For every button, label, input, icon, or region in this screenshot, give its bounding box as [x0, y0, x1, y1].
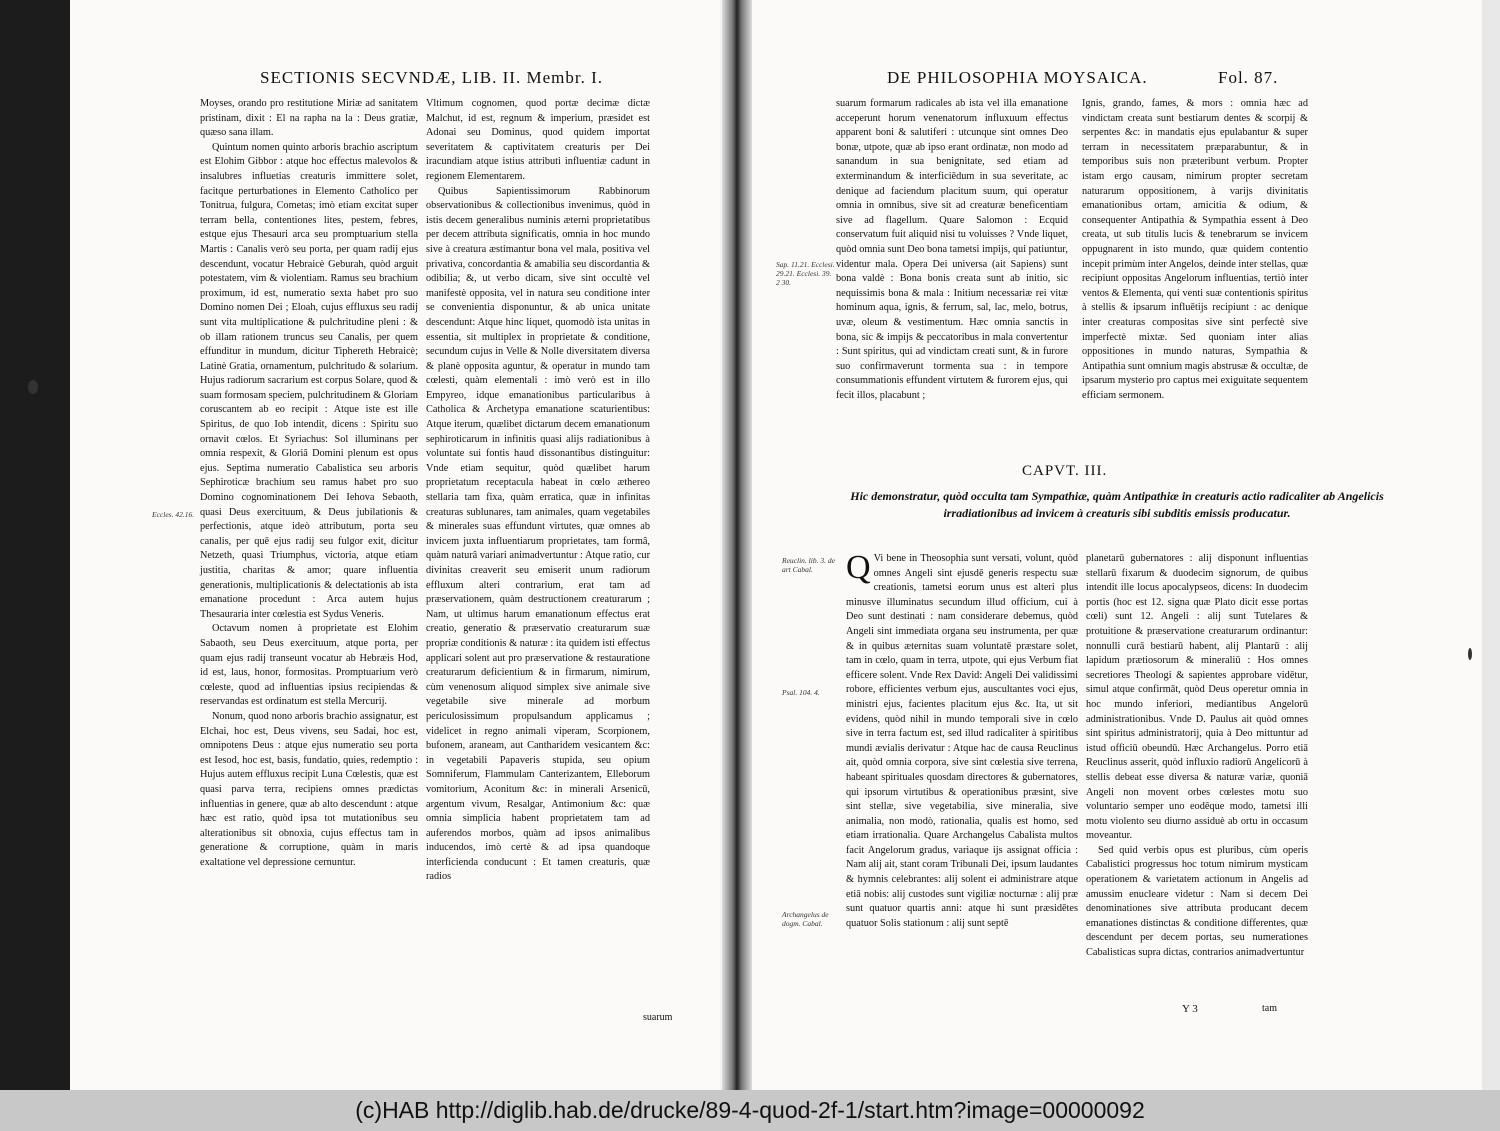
left-page [70, 0, 720, 1090]
scan-smudge [28, 380, 38, 394]
paragraph: Ignis, grando, fames, & mors : omnia hæc ad vindictam creata sunt bestiarum dentes & scorpij & serpentes &c: in mandatis ejus epulabantur & super terram in necessitatem præparabuntur, & in temporibus suis non præteribunt verbum. Propter istam ergo causam, nimirum propter secretam naturarum oppositionem, à varijs divinitatis emanationibus ortam, amicitia & odium, & consequenter Antipathia & Sympathia essent à Deo creata, ut sub titulis lucis & tenebrarum se invicem oppugnarent in isto mundo, quæ quidem contentio incepit primùm inter Angelos, deinde inter stellas, quæ recipiunt oppositas Angelorum influentias, tertiò inter ventos & Elementa, qui venti suæ contentionis spiritus à stellis & ipsarum influētijs recipiunt : ac denique inter creaturas compositas sive sint perfectè sive imperfectè mixtæ. Sed quoniam inter alias oppositiones in mundo naturas, Sympathia & Antipathia sunt omnium magis abstrusæ & occultæ, de ipsarum mysterio pro captus mei exiguitate sequentem efficiam sermonem. [1082, 98, 1308, 401]
copyright-footer: (c)HAB http://diglib.hab.de/drucke/89-4-quod-2f-1/start.htm?image=00000092 [0, 1090, 1500, 1131]
right-page [752, 0, 1482, 1090]
right-scan-edge [1482, 0, 1500, 1090]
chapter-summary: Hic demonstratur, quòd occulta tam Sympathiæ, quàm Antipathiæ in creaturis actio radicaliter ab Angelicis irradiationibus ad invicem à creaturis sibi subditis emissis producatur. [850, 489, 1384, 520]
catchword: suarum [643, 1012, 673, 1023]
book-gutter [722, 0, 752, 1090]
paragraph: Vi bene in Theosophia sunt versati, volunt, quòd omnes Angeli sint ejusdē generis respectu suæ creationis, tametsi eorum unus est alteri plus minusve illuminatus secundum illud officium, cui à Deo sunt destinati : nam considerare debemus, quòd Angeli sint immediata organa seu instrumenta, per quæ & in quibus æternitas suam voluntatē præstare solet, tam in cœlo, quam in terra, utpote, qui ejus Verbum fiat efficere solent. Vnde Rex David: Angeli Dei validissimi robore, efficientes verbum ejus, auscultantes voci ejus, ministri ejus, facientes placitum ejus &c. Ita, ut sit evidens, quòd nihil in mundo temporali sive in cœlo sive in terra factum est, sed illud radicaliter à spiritibus mundi ævialis derivatur : Atque hac de causa Reuclinus ait, quòd omnia corpora, sive sint cœlestia sive terrena, habeant spirituales quosdam directores & gubernatores, qui ipsorum virtutibus & operationibus præsint, sive sint stellæ, sive vegetabilia, sive mineralia, sive animalia, non modò, rationalia, qualis est homo, sed etiam irrationalia. Quare Archangelus Cabalista multos facit Angelorum gradus, variaque ijs assignat officia : Nam alij ait, stant coram Tribunali Dei, ipsum laudantes & hymnis celebrantes: alij solent ei administrare atque etiā nobis: alij custodes sunt vigiliæ nocturnæ : alij præ sunt quatuor quartis anni: atque hi sunt præsidētes quatuor Solis stationum : alij sunt septē [846, 553, 1078, 929]
margin-note: Psal. 104. 4. [782, 688, 820, 697]
margin-note: Eccles. 42.16. [152, 510, 195, 519]
right-running-head: DE PHILOSOPHIA MOYSAICA. [887, 68, 1148, 87]
paragraph: Moyses, orando pro restitutione Miriæ ad sanitatem pristinam, dixit : El na rapha na la : Deus gratiæ, quæso sana illam. [200, 98, 418, 139]
right-column-1 [836, 97, 1068, 403]
right-column-2 [1082, 97, 1308, 403]
left-running-head: SECTIONIS SECVNDÆ, LIB. II. Membr. I. [260, 68, 603, 87]
right-column-3 [846, 549, 1078, 931]
margin-note: Sap. 11.21. Ecclesi. 29.21. Ecclesi. 39. 2 30. [776, 260, 835, 287]
paragraph: planetarū gubernatores : alij disponunt influentias stellarū fixarum & duodecim signorum, de quibus intendit ille locus apocalypseos, dicens: In duodecim portis (hoc est 12. signa quæ Plato dicit esse portas cœli) sunt 12. Angeli : alij sunt Tutelares & protuitione & præservatione creaturarum ordinantur: nonnulli curā bestiarū habent, alij Plantarū : alij lapidum prætiosorum & mineraliū : Hos omnes secretiores Theologi & sapientes approbare vidētur, simul atque confirmāt, quòd Deus operetur omnia in hoc mundo inferiori, mediantibus Angelorū administrationibus. Vnde D. Paulus ait quòd omnes sint spiritus administratorij, quia à Deo mittuntur ad istud officiū obeundū. Hæc Archangelus. Porro etiā Reuclinus asserit, quòd influxio radiorū Angelicorū à stellis debeat esse diversa & naturæ variæ, quoniā Angeli non movent orbes cœlestes motu suo voluntario semper uno eodēque modo, tametsi illi motu violento seu diurno assiduè ab ortu in occasum moveantur. [1086, 553, 1308, 842]
catchword: tam [1262, 1003, 1277, 1014]
signature-mark: Y 3 [1182, 1003, 1198, 1015]
drop-capital: Q [846, 549, 871, 586]
chapter-heading: CAPVT. III. [1022, 463, 1108, 479]
left-column-2 [426, 97, 650, 885]
margin-note: Reuclin. lib. 3. de art Cabal. [782, 556, 835, 574]
paragraph: Quibus Sapientissimorum Rabbinorum observationibus & collectionibus invenimus, quòd in istis decem generalibus numinis æterni proprietatibus per decem attributa significatis, omnia in hoc mundo sive à creatura æstimantur bona vel mala, positiva vel privativa, concordantia & amabilia seu discordantia & odibilia; &, ut verbo dicam, sive sint occultè vel manifestè opposita, vel in natura seu conditione inter se convenientia disponuntur, & ab unica unitate descendunt: Atque hinc liquet, quomodò ista unitas in essentia, sit multiplex in proprietate & conditione, secundum cujus in Velle & Nolle diversitatem diversa & planè opposita aguntur, & operatur in mundo tam cœlesti, quàm elementali : imò verò est in illo Empyreo, idque emanationibus particularibus à Catholica & Archetypa emanatione scaturientibus: Atque iterum, quælibet dictarum decem emanationum sephiroticarum in infinitis quasi alijs radiationibus à voluntate sui fontis haud dissonantibus distinguitur: Vnde etiam sequitur, quòd quælibet harum proprietatum receptacula habeat in cœlo æthereo stellaria tam fixa, quàm erratica, quæ in infinitas creaturas sublunares, tam animales, quam vegetabiles & minerales suas effundunt virtutes, quæ omnes ab invicem juxta influentiarum proprietates, tam formâ, quàm naturâ variari animadvertuntur : Atque ratio, cur divinitas creaverit seu emiserit unum radiorum effluxum alteri contrarium, erat tam ad præservationem, quàm destructionem creaturarum ; Nam, ut ultimus harum emanationum effectus erat creatio, generatio & præservatio creaturarum suæ propriæ conditionis & naturæ : ita quidem isti effectus applicari solent aut pro præservatione & restauratione creaturarum deficientium & in firmarum, nimirum, cùm venenosum aliquod simplex sive animale sive vegetabile sive minerale ad morbum periculosissimum propulsandum applicamus ; videlicet in regno animali viperam, Scorpionem, bufonem, araneam, aut Cantharidem vesicantem &c: in vegetabili Papaveris stupida, seu opium Somniferum, Flammulam Canterizantem, Elleborum vomitorium, Aconitum &c: in minerali Arsenicū, argentum vivum, Resalgar, Antimonium &c: quæ omnia simplicia habent proprietatem tam ad auferendos morbos, quàm ad ipsos animalibus inducendos, imò certè & ad ipsa quandoque interficienda conducunt : Et tamen creaturis, quæ radios [426, 185, 650, 883]
paragraph: suarum formarum radicales ab ista vel illa emanatione acceperunt horum venenatorum influxuum effectus apparent boni & salutiferi : utcunque sint omnes Deo bonæ, utpote, quæ ab ipso erant ordinatæ, non modo ad sanandum in sua benignitate, sed etiam ad exterminandum & interficiēdum in sua severitate, ac denique ad faciendum placitum suum, qui operatur omnia in omnibus, sive sit ad creaturæ beneficentiam sive ad flagellum. Quare Salomon : Ecquid conservatum fuit aliquid nisi tu voluisses ? Vnde liquet, quòd omnia sunt Deo bona tametsi impijs, qui patiuntur, videntur mala. Opera Dei universa (ait Sapiens) sunt bona valdè : Bona bonis creata sunt ab initio, sic nequissimis bona & mala : Initium necessariæ rei vitæ hominum aqua, ignis, & ferrum, sal, lac, melo, botrus, uvæ, oleum & vestimentum. Hæc omnia sanctis in bona, sic & impijs & peccatoribus in mala convertentur : Sunt spiritus, qui ad vindictam creati sunt, & in furore suo confirmaverunt tormenta sua : in tempore consummationis effundent virtutem & furorem ejus, qui fecit illos, placabunt ; [836, 98, 1068, 401]
paragraph: Vltimum cognomen, quod portæ decimæ dictæ Malchut, id est, regnum & imperium, præsidet est Adonai seu Dominus, quod quidem importat severitatem & captivitatem creaturis per Dei iracundiam atque istius attributi influentiæ cadunt in regionem Elementarem. [426, 98, 650, 182]
left-scan-edge [0, 0, 74, 1090]
paragraph: Quintum nomen quinto arboris brachio ascriptum est Elohim Gibbor : atque hoc effectus malevolos & insalubres influetias creaturis immittere solet, facitque perturbationes in Elemento Catholico per Tonitrua, fulgura, Cometas; imò etiam excitat super terram bella, contentiones lites, pestem, febres, estque ejus Thesauri arca seu promptuarium stella Martis : Canalis verò seu porta, per quam radij ejus descendunt, vocatur Hebraicè Geburah, quòd arguit potestatem, vim & violentiam. Ramus seu brachium proximum, id est, numeratio sexta habet pro suo Domino nomen Dei ; Eloah, cujus effluxus seu radij sunt vita multiplicatione & pulchritudine pleni : & ob illam rationem truncus seu Canalis, per quem effunditur in mundum, dicitur Tiphereth Hebraicè; Latinè Gratia, ornamentum, pulchritudo & solarium. Hujus radiorum sacrarium est corpus Solare, quod & suam formosam speciem, pulchritudinem & Gloriam coruscantem ab eo recipit : Atque iste est ille Spiritus, de quo Iob intendit, dicens : Spiritu suo ornavit cœlos. Et Syriachus: Sol illuminans per omnia respexit, & Gloriâ Domini plenum est opus ejus. Septima numeratio Cabalistica seu arboris Sephiroticæ brachium seu ramus habet pro suo Domino cognominationem Dei Iehova Sebaoth, quasi Deus exercituum, & Deus jubilationis & perfectionis, atque ideò attributum, porta seu canalis, per quē ejus radij seu fulgor exit, dicitur Netzeth, quasi Triumphus, victoria, atque etiam justitia, charitas & amor; quare influentia generationis, multiplicationis & delectationis ab ista emanatione procedunt : Arca autem hujus Thesauraria inter cœlestia est Sydus Veneris. [200, 141, 418, 620]
left-column-1 [200, 97, 418, 870]
folio-number: Fol. 87. [1218, 68, 1279, 87]
right-column-4 [1086, 552, 1308, 961]
scan-smudge [1468, 648, 1472, 660]
paragraph: Sed quid verbis opus est pluribus, cùm operis Cabalistici progressus hoc totum nimirum mysticam operationem & varietatem actionum in Angelis ad amussim enucleare videtur : Nam si decem Dei denominationes sive attributa producant decem emanationes distinctas & conditione differentes, quæ descendunt per decem portas, seu numerationes Cabalisticas supra dictas, contrarios animadvertuntur [1086, 844, 1308, 959]
margin-note: Archangelus de dogm. Cabal. [782, 910, 829, 928]
paragraph: Octavum nomen à proprietate est Elohim Sabaoth, seu Deus exercituum, atque porta, per quam ejus radij transeunt vocatur ab Hebræis Hod, id est, laus, honor, formositas. Promptuarium verò cœleste, quod ad influentias ipsius recipiendas & reservandas est ordinatum est stella Mercurij. [200, 623, 418, 708]
paragraph: Nonum, quod nono arboris brachio assignatur, est Elchai, hoc est, Deus vivens, seu Sadai, hoc est, omnipotens Deus : atque ejus numeratio seu porta est Iesod, hoc est, basis, fundatio, quies, redemptio : Hujus autem effluxus recipit Luna Cœlestis, quæ est quasi parva terra, recipiens omnes prædictas influentias in genere, quæ ab alto descendunt : atque hæc est ratio, quòd ipsa tot mutationibus seu alterationibus sit obnoxia, cujus effectus tam in generatione & corruptione, quàm in maris exaltatione vel depressione cernuntur. [200, 710, 418, 868]
